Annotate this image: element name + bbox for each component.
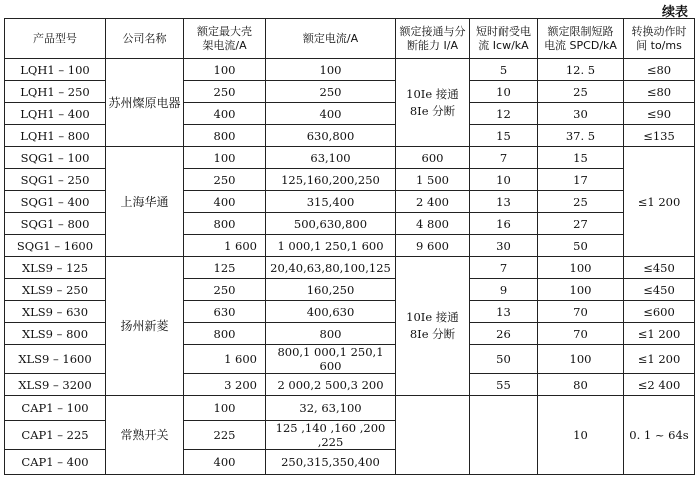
rated-cell: 125,160,200,250	[266, 169, 396, 191]
time-cell: ≤80	[624, 59, 695, 81]
spcd-cell: 100	[538, 257, 624, 279]
model-cell: SQG1 – 100	[5, 147, 106, 169]
icw-cell: 5	[470, 59, 538, 81]
frame-cell: 1 600	[184, 235, 266, 257]
spcd-cell: 12. 5	[538, 59, 624, 81]
frame-cell: 100	[184, 396, 266, 421]
table-row	[5, 396, 695, 421]
icw-cell: 12	[470, 103, 538, 125]
frame-cell: 3 200	[184, 374, 266, 396]
time-cell: ≤600	[624, 301, 695, 323]
time-cell: ≤1 200	[624, 323, 695, 345]
model-cell: LQH1 – 800	[5, 125, 106, 147]
icw-cell: 13	[470, 191, 538, 213]
frame-cell: 800	[184, 323, 266, 345]
model-cell: CAP1 – 400	[5, 450, 106, 475]
icw-cell: 10	[470, 169, 538, 191]
rated-cell: 63,100	[266, 147, 396, 169]
icw-cell: 55	[470, 374, 538, 396]
spcd-cell: 15	[538, 147, 624, 169]
model-cell: XLS9 – 800	[5, 323, 106, 345]
spcd-cell: 10	[538, 396, 624, 475]
rated-cell: 500,630,800	[266, 213, 396, 235]
time-cell: ≤1 200	[624, 345, 695, 374]
time-cell: ≤450	[624, 279, 695, 301]
frame-cell: 125	[184, 257, 266, 279]
frame-cell: 400	[184, 450, 266, 475]
icw-cell: 26	[470, 323, 538, 345]
model-cell: CAP1 – 225	[5, 421, 106, 450]
breaking-empty-cell	[396, 396, 470, 475]
model-cell: XLS9 – 630	[5, 301, 106, 323]
time-cell: 0. 1 ~ 64s	[624, 396, 695, 475]
frame-cell: 1 600	[184, 345, 266, 374]
icw-cell: 16	[470, 213, 538, 235]
frame-cell: 400	[184, 103, 266, 125]
model-cell: SQG1 – 400	[5, 191, 106, 213]
header-switch-time: 转换动作时 间 to/ms	[624, 19, 695, 59]
rated-cell: 100	[266, 59, 396, 81]
model-cell: XLS9 – 3200	[5, 374, 106, 396]
header-row	[5, 19, 695, 59]
breaking-cell: 1 500	[396, 169, 470, 191]
header-rated-current: 额定电流/A	[266, 19, 396, 59]
spcd-cell: 100	[538, 345, 624, 374]
company-cell: 上海华通	[106, 147, 184, 257]
spcd-cell: 50	[538, 235, 624, 257]
rated-cell: 2 000,2 500,3 200	[266, 374, 396, 396]
spcd-cell: 25	[538, 81, 624, 103]
icw-cell: 7	[470, 257, 538, 279]
icw-cell: 7	[470, 147, 538, 169]
spcd-cell: 70	[538, 301, 624, 323]
rated-cell: 400	[266, 103, 396, 125]
spcd-cell: 100	[538, 279, 624, 301]
rated-cell: 315,400	[266, 191, 396, 213]
frame-cell: 250	[184, 169, 266, 191]
spcd-cell: 37. 5	[538, 125, 624, 147]
model-cell: XLS9 – 250	[5, 279, 106, 301]
model-cell: LQH1 – 250	[5, 81, 106, 103]
frame-cell: 100	[184, 147, 266, 169]
breaking-cell: 4 800	[396, 213, 470, 235]
spcd-cell: 27	[538, 213, 624, 235]
frame-cell: 400	[184, 191, 266, 213]
icw-cell: 13	[470, 301, 538, 323]
company-cell: 常熟开关	[106, 396, 184, 475]
table-row	[5, 147, 695, 169]
model-cell: XLS9 – 1600	[5, 345, 106, 374]
rated-cell: 250,315,350,400	[266, 450, 396, 475]
table-row	[5, 257, 695, 279]
time-cell: ≤135	[624, 125, 695, 147]
model-cell: LQH1 – 400	[5, 103, 106, 125]
company-cell: 扬州新菱	[106, 257, 184, 396]
rated-cell: 125 ,140 ,160 ,200 ,225	[266, 421, 396, 450]
rated-cell: 800	[266, 323, 396, 345]
spcd-cell: 17	[538, 169, 624, 191]
spcd-cell: 25	[538, 191, 624, 213]
breaking-cell: 600	[396, 147, 470, 169]
icw-cell: 15	[470, 125, 538, 147]
model-cell: SQG1 – 1600	[5, 235, 106, 257]
rated-cell: 400,630	[266, 301, 396, 323]
frame-cell: 800	[184, 125, 266, 147]
model-cell: LQH1 – 100	[5, 59, 106, 81]
header-frame-current: 额定最大壳 架电流/A	[184, 19, 266, 59]
header-model: 产品型号	[5, 19, 106, 59]
time-cell: ≤450	[624, 257, 695, 279]
time-cell: ≤90	[624, 103, 695, 125]
rated-cell: 800,1 000,1 250,1 600	[266, 345, 396, 374]
frame-cell: 250	[184, 81, 266, 103]
icw-empty-cell	[470, 396, 538, 475]
spcd-cell: 30	[538, 103, 624, 125]
frame-cell: 630	[184, 301, 266, 323]
spcd-cell: 70	[538, 323, 624, 345]
breaking-cell: 9 600	[396, 235, 470, 257]
breaking-note-cell: 10Ie 接通 8Ie 分断	[396, 59, 470, 147]
time-cell: ≤2 400	[624, 374, 695, 396]
model-cell: SQG1 – 250	[5, 169, 106, 191]
rated-cell: 32, 63,100	[266, 396, 396, 421]
time-cell: ≤80	[624, 81, 695, 103]
spcd-cell: 80	[538, 374, 624, 396]
header-company: 公司名称	[106, 19, 184, 59]
header-short-time-current: 短时耐受电 流 Icw/kA	[470, 19, 538, 59]
frame-cell: 225	[184, 421, 266, 450]
frame-cell: 250	[184, 279, 266, 301]
icw-cell: 10	[470, 81, 538, 103]
rated-cell: 160,250	[266, 279, 396, 301]
time-cell: ≤1 200	[624, 147, 695, 257]
rated-cell: 20,40,63,80,100,125	[266, 257, 396, 279]
model-cell: SQG1 – 800	[5, 213, 106, 235]
icw-cell: 30	[470, 235, 538, 257]
frame-cell: 100	[184, 59, 266, 81]
table-row	[5, 59, 695, 81]
breaking-cell: 2 400	[396, 191, 470, 213]
company-cell: 苏州燦原电器	[106, 59, 184, 147]
header-limited-short-current: 额定限制短路 电流 SPCD/kA	[538, 19, 624, 59]
rated-cell: 630,800	[266, 125, 396, 147]
continued-label: 续表	[661, 5, 688, 20]
icw-cell: 9	[470, 279, 538, 301]
breaking-note-cell: 10Ie 接通 8Ie 分断	[396, 257, 470, 396]
frame-cell: 800	[184, 213, 266, 235]
header-breaking-capacity: 额定接通与分 断能力 I/A	[396, 19, 470, 59]
model-cell: XLS9 – 125	[5, 257, 106, 279]
breaker-spec-table	[4, 18, 695, 475]
icw-cell: 50	[470, 345, 538, 374]
rated-cell: 1 000,1 250,1 600	[266, 235, 396, 257]
rated-cell: 250	[266, 81, 396, 103]
model-cell: CAP1 – 100	[5, 396, 106, 421]
